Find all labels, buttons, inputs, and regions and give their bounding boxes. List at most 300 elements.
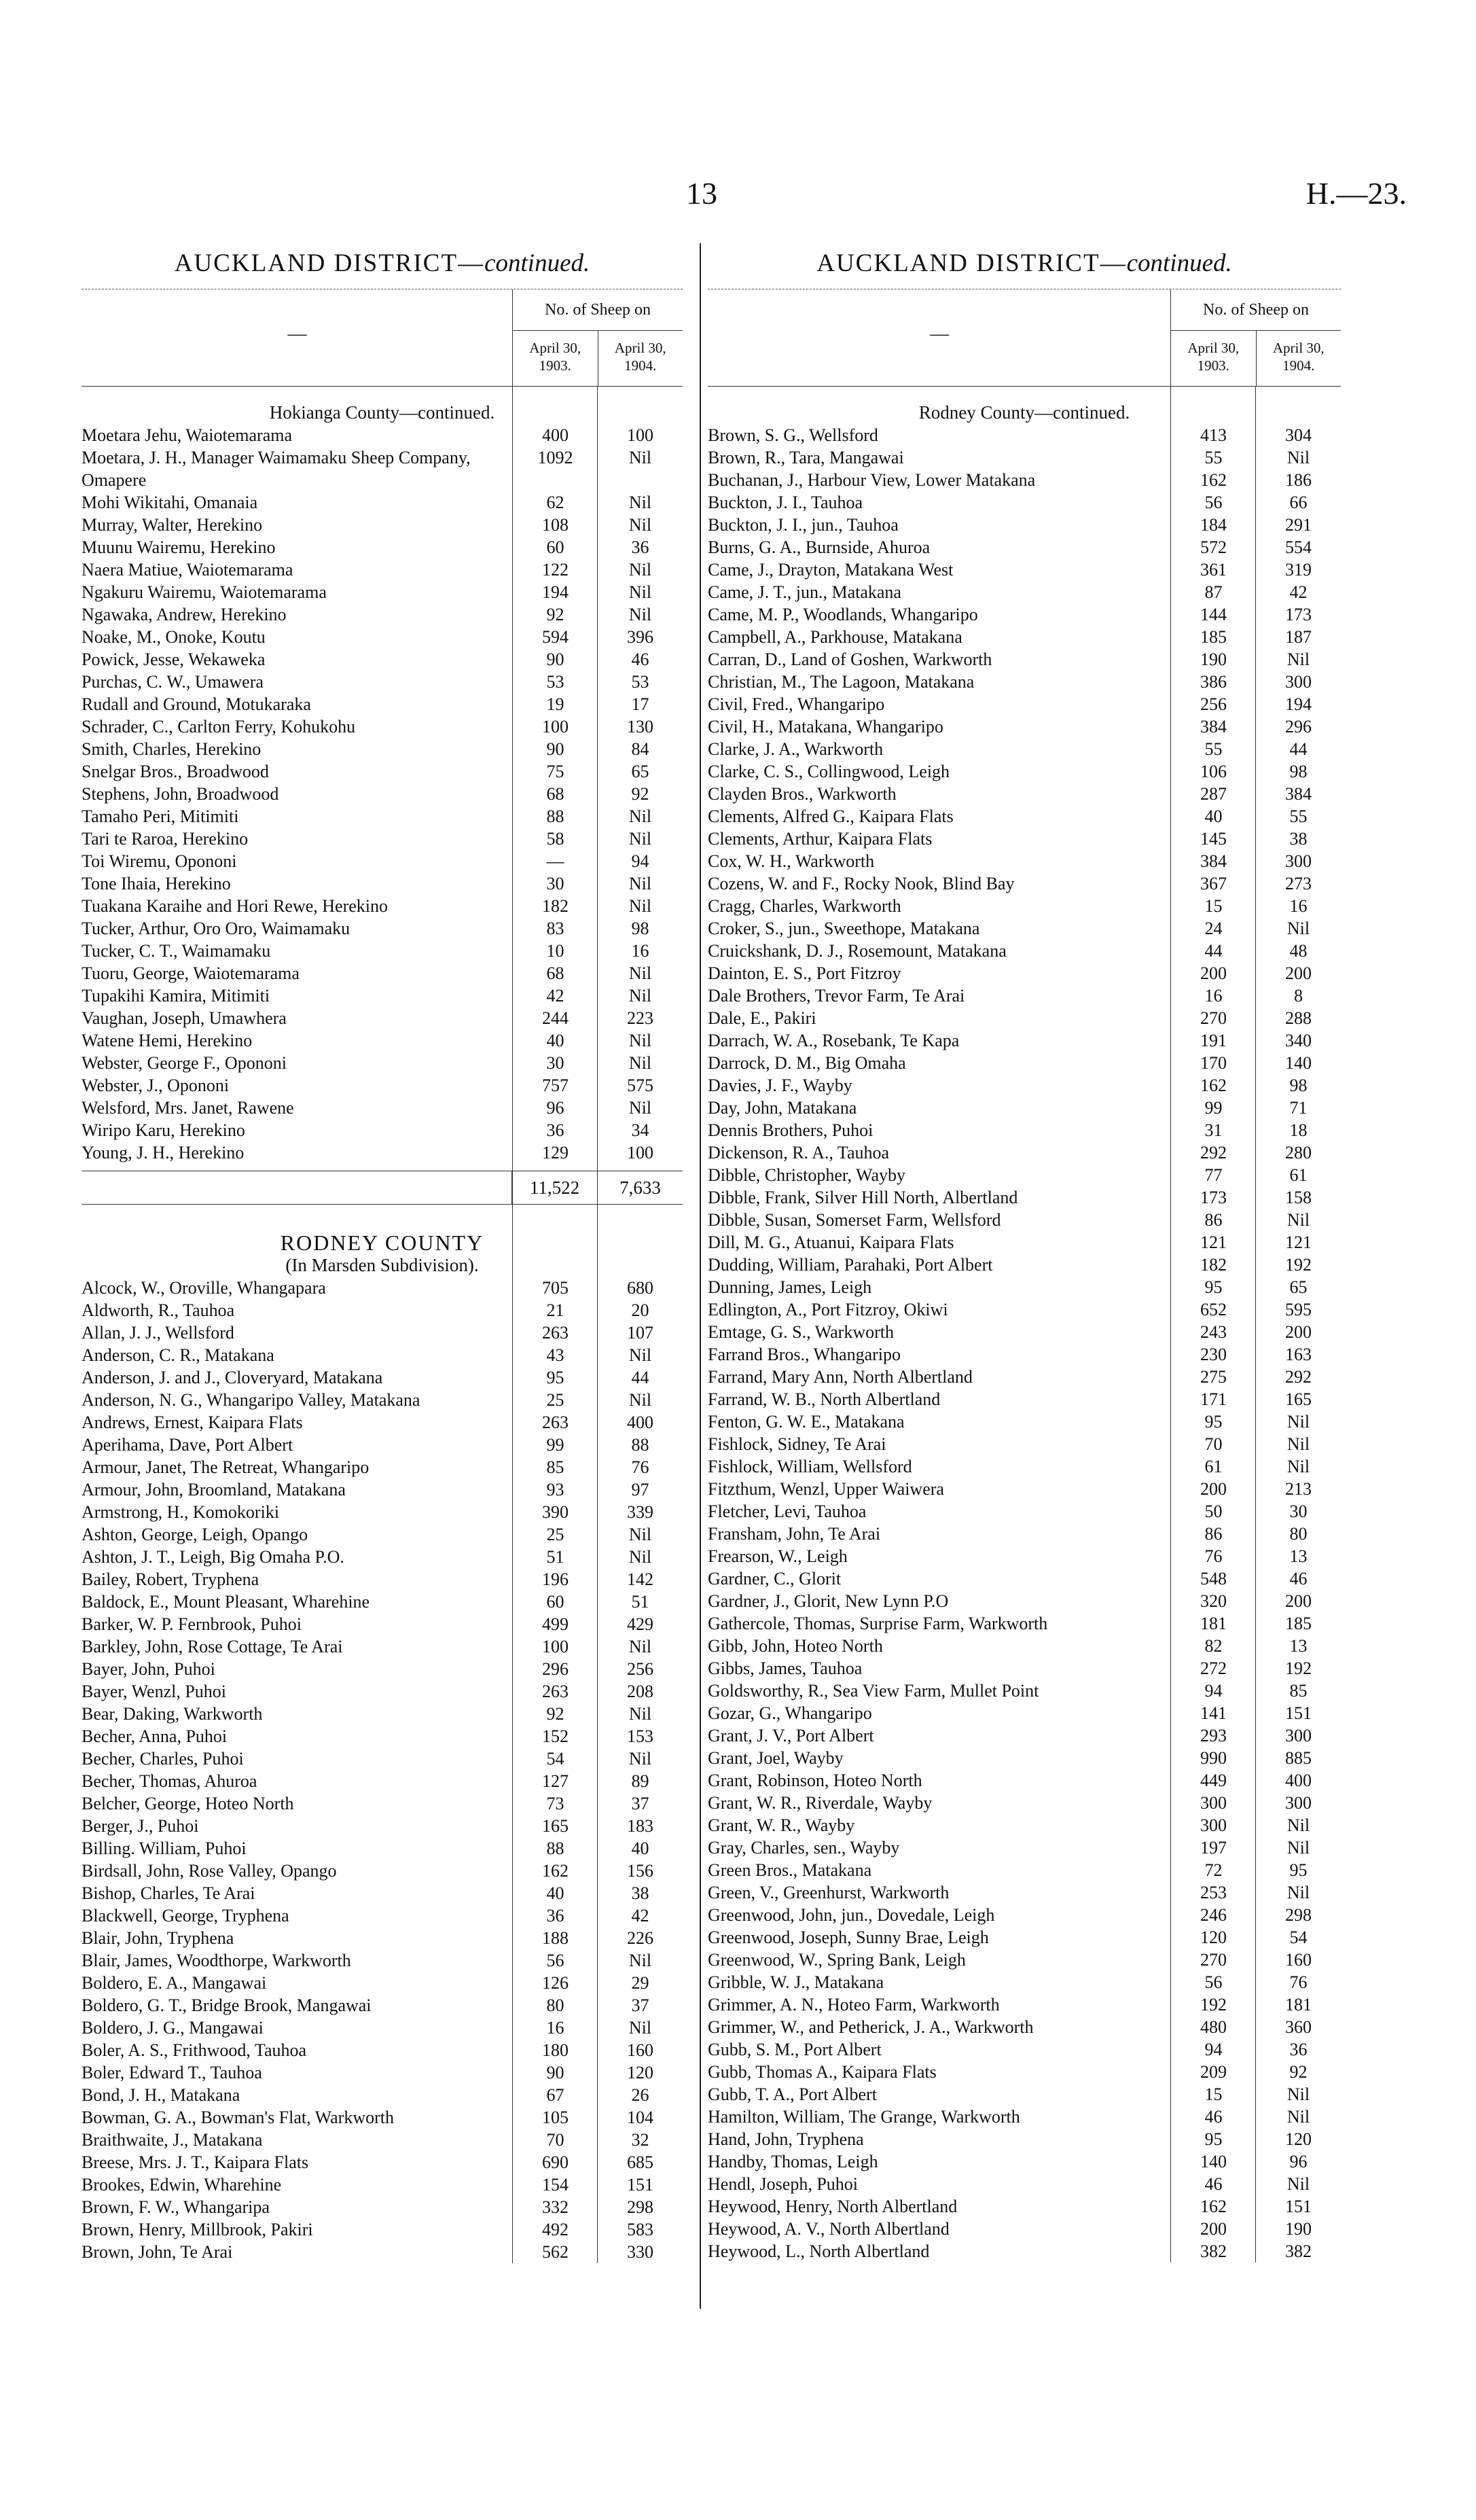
table-row (82, 2039, 683, 2061)
owner-name: Powick, Jesse, Wekaweka (82, 650, 266, 669)
owner-name: Farrand, Mary Ann, North Albertland (708, 1367, 973, 1387)
owner-name: Naera Matiue, Waiotemarama (82, 560, 293, 580)
sheep-1904: 46 (631, 650, 649, 669)
sheep-1903: 499 (542, 1614, 569, 1634)
sheep-1903: 94 (1204, 2040, 1223, 2059)
sheep-1904: 280 (1285, 1143, 1312, 1163)
table-row (82, 491, 683, 514)
section-heading: Rodney County—continued. (918, 402, 1130, 423)
table-row (708, 1298, 1341, 1321)
sheep-1904: 291 (1285, 515, 1312, 535)
sheep-1903: 46 (1204, 2174, 1223, 2194)
sheep-1903: 92 (546, 1704, 564, 1724)
sheep-1903: 46 (1204, 2107, 1223, 2127)
table-row (708, 984, 1341, 1007)
sheep-1904: Nil (1286, 448, 1310, 467)
table-row (82, 1927, 683, 1949)
owner-name: Greenwood, John, jun., Dovedale, Leigh (708, 1905, 995, 1925)
table-row (82, 984, 683, 1007)
sheep-1903: 25 (546, 1525, 564, 1544)
owner-name: Alcock, W., Oroville, Whangapara (82, 1278, 326, 1298)
sheep-1904: 400 (1285, 1771, 1312, 1790)
sheep-1904: 38 (1289, 829, 1308, 849)
sheep-1904: 680 (627, 1278, 653, 1298)
owner-name: Allan, J. J., Wellsford (82, 1323, 234, 1343)
owner-name: Emtage, G. S., Warkworth (708, 1322, 894, 1342)
table-row (708, 1792, 1341, 1814)
sheep-1904: Nil (628, 1951, 652, 1970)
owner-name: Bear, Daking, Warkworth (82, 1704, 263, 1724)
table-row (708, 2128, 1341, 2150)
table-row (82, 1344, 683, 1366)
table-row (708, 1904, 1341, 1926)
sheep-1903: 296 (542, 1659, 569, 1679)
sheep-1903: 19 (546, 694, 564, 714)
sheep-1903: 121 (1200, 1232, 1227, 1252)
owner-name: Gubb, Thomas A., Kaipara Flats (708, 2062, 937, 2082)
table-row (708, 1545, 1341, 1567)
owner-name: Watene Hemi, Herekino (82, 1031, 253, 1050)
owner-name: Buckton, J. I., Tauhoa (708, 493, 863, 512)
owner-name: Blair, James, Woodthorpe, Warkworth (82, 1951, 351, 1970)
sheep-1903: 413 (1200, 425, 1227, 445)
sheep-1903: 757 (542, 1076, 569, 1095)
table-row (82, 648, 683, 671)
owner-name: Dunning, James, Leigh (708, 1277, 872, 1297)
district-heading-right: AUCKLAND DISTRICT—continued. (816, 249, 1232, 277)
sheep-1904: 66 (1289, 493, 1308, 512)
sheep-1904: Nil (628, 963, 652, 983)
sheep-1904: Nil (628, 1637, 652, 1656)
sheep-1904: 42 (631, 1906, 649, 1926)
sheep-1904: 151 (1285, 2197, 1312, 2216)
sheep-1904: Nil (1286, 1815, 1310, 1835)
sheep-1903: 190 (1200, 650, 1227, 669)
sheep-1904: Nil (628, 1749, 652, 1769)
owner-name: Tucker, C. T., Waimamaku (82, 941, 271, 961)
table-row (708, 1612, 1341, 1635)
sheep-1904: 17 (631, 694, 649, 714)
owner-name: Gribble, W. J., Matakana (708, 1972, 884, 1992)
sheep-1904: 65 (1289, 1277, 1308, 1297)
sheep-1903: 86 (1204, 1524, 1223, 1544)
owner-name: Vaughan, Joseph, Umawhera (82, 1008, 287, 1028)
sheep-1903: 256 (1200, 694, 1227, 714)
sheep-1903: 36 (546, 1906, 564, 1926)
table-row (708, 1209, 1341, 1231)
table-row (708, 2150, 1341, 2173)
owner-name: Clements, Alfred G., Kaipara Flats (708, 806, 954, 826)
sheep-1903: 652 (1200, 1300, 1227, 1319)
owner-name: Dibble, Christopher, Wayby (708, 1165, 906, 1185)
table-row (708, 2038, 1341, 2061)
sheep-1904: Nil (628, 1345, 652, 1365)
sheep-1904: 160 (1285, 1950, 1312, 1970)
sheep-1903: 165 (542, 1816, 569, 1836)
sheep-1903: 263 (542, 1413, 569, 1432)
sheep-1904: 183 (627, 1816, 653, 1836)
sheep-1903: 140 (1200, 2152, 1227, 2171)
sheep-1903: 100 (542, 1637, 569, 1656)
table-row (82, 1052, 683, 1074)
sheep-1903: 182 (542, 896, 569, 916)
sheep-1903: 43 (546, 1345, 564, 1365)
table-row (708, 1590, 1341, 1612)
sheep-1904: 300 (1285, 1726, 1312, 1745)
sheep-1904: 16 (631, 941, 649, 961)
sheep-1903: 170 (1200, 1053, 1227, 1073)
table-row (82, 1703, 683, 1725)
sheep-1904: 165 (1285, 1389, 1312, 1409)
owner-name: Murray, Walter, Herekino (82, 515, 263, 535)
sheep-1903: 300 (1200, 1815, 1227, 1835)
table-header-right: — No. of Sheep on April 30, 1903. April 30, 1904. (708, 289, 1341, 387)
owner-name: Gubb, T. A., Port Albert (708, 2084, 877, 2104)
table-row (82, 1725, 683, 1747)
table-row (82, 1389, 683, 1411)
table-row (708, 1702, 1341, 1724)
right-column (708, 245, 1341, 2262)
sheep-1904: Nil (628, 1525, 652, 1544)
sheep-1903: 122 (542, 560, 569, 580)
owner-name: Webster, George F., Opononi (82, 1053, 287, 1073)
sheep-1903: 145 (1200, 829, 1227, 849)
col-1904-header: April 30, 1904. (1256, 331, 1342, 387)
table-row (82, 1277, 683, 1299)
sheep-1903: 56 (1204, 493, 1223, 512)
sheep-1904: Nil (1286, 1434, 1310, 1454)
sheep-1903: 1092 (537, 448, 573, 467)
table-row (82, 1792, 683, 1815)
sheep-1903: 173 (1200, 1188, 1227, 1207)
section-heading: Hokianga County—continued. (269, 402, 495, 423)
sheep-1903: 270 (1200, 1950, 1227, 1970)
sheep-1904: 38 (631, 1883, 649, 1903)
sheep-1903: 51 (546, 1547, 564, 1567)
owner-name: Heywood, A. V., North Albertland (708, 2219, 950, 2239)
owner-name: Andrews, Ernest, Kaipara Flats (82, 1413, 303, 1432)
sheep-1904: 340 (1285, 1031, 1312, 1050)
owner-name: Dibble, Susan, Somerset Farm, Wellsford (708, 1210, 1001, 1230)
table-row (82, 872, 683, 895)
sheep-1904: 685 (627, 2152, 653, 2172)
owner-name: Fishlock, William, Wellsford (708, 1457, 912, 1476)
table-row (82, 1456, 683, 1478)
sheep-1904: 54 (1289, 1928, 1308, 1947)
sheep-1903: 243 (1200, 1322, 1227, 1342)
sheep-1904: 151 (627, 2175, 653, 2195)
owner-name: Braithwaite, J., Matakana (82, 2130, 263, 2150)
table-row (708, 2173, 1341, 2195)
table-row (708, 1836, 1341, 1859)
table-row (708, 1814, 1341, 1836)
sheep-1903: 56 (1204, 1972, 1223, 1992)
table-row (82, 2084, 683, 2106)
table-row (82, 1658, 683, 1680)
sheep-1904: 32 (631, 2130, 649, 2150)
owner-name: Tupakihi Kamira, Mitimiti (82, 986, 270, 1006)
owner-name: Berger, J., Puhoi (82, 1816, 199, 1836)
owner-name: Brown, John, Te Arai (82, 2242, 233, 2262)
table-row (708, 603, 1341, 626)
sheep-1904: 120 (1285, 2129, 1312, 2149)
sheep-1903: 162 (1200, 470, 1227, 490)
sheep-1904: 173 (1285, 605, 1312, 624)
sheep-1904: 163 (1285, 1345, 1312, 1364)
table-row (708, 917, 1341, 940)
owner-name: Handby, Thomas, Leigh (708, 2152, 878, 2171)
sheep-1903: 105 (542, 2108, 569, 2127)
table-row (82, 738, 683, 760)
sheep-1903: 24 (1204, 919, 1223, 938)
sheep-1903: 88 (546, 1839, 564, 1858)
owner-name: Goldsworthy, R., Sea View Farm, Mullet Point (708, 1681, 1039, 1701)
sheep-1903: 191 (1200, 1031, 1227, 1050)
sheep-1904: 53 (631, 672, 649, 692)
sheep-1904: Nil (1286, 1412, 1310, 1432)
sheep-1904: 88 (631, 1435, 649, 1455)
owner-name: Ashton, George, Leigh, Opango (82, 1525, 308, 1544)
owner-name: Dudding, William, Parahaki, Port Albert (708, 1255, 993, 1275)
sheep-1903: 72 (1204, 1860, 1223, 1880)
table-row (82, 1860, 683, 1882)
owner-name: Greenwood, Joseph, Sunny Brae, Leigh (708, 1928, 989, 1947)
sheep-1904: Nil (628, 515, 652, 535)
sheep-1904: Nil (1286, 2107, 1310, 2127)
sheep-1904: Nil (628, 448, 652, 467)
owner-name: Barker, W. P. Fernbrook, Puhoi (82, 1614, 302, 1634)
table-row (82, 1635, 683, 1658)
sheep-1903: 126 (542, 1973, 569, 1993)
owner-name: Young, J. H., Herekino (82, 1143, 245, 1163)
table-row (708, 2240, 1341, 2262)
table-row (708, 1881, 1341, 1904)
owner-name: Heywood, Henry, North Albertland (708, 2197, 958, 2216)
sheep-1904: 339 (627, 1502, 653, 1522)
table-row (708, 424, 1341, 446)
owner-name: Barkley, John, Rose Cottage, Te Arai (82, 1637, 343, 1656)
sheep-1904: 8 (1294, 986, 1303, 1006)
table-row (82, 603, 683, 626)
owner-name: Civil, H., Matakana, Whangaripo (708, 717, 943, 737)
owner-name: Fishlock, Sidney, Te Arai (708, 1434, 886, 1454)
sheep-1903: 390 (542, 1502, 569, 1522)
sheep-1903: 246 (1200, 1905, 1227, 1925)
owner-name: Hamilton, William, The Grange, Warkworth (708, 2107, 1020, 2127)
owner-name: Gibb, John, Hoteo North (708, 1636, 883, 1656)
sheep-1904: 296 (1285, 717, 1312, 737)
sheep-1904: 300 (1285, 672, 1312, 692)
owner-name: Blair, John, Tryphena (82, 1928, 234, 1948)
sheep-1903: 67 (546, 2085, 564, 2105)
owner-name: Muunu Wairemu, Herekino (82, 537, 276, 557)
sheep-1903: 386 (1200, 672, 1227, 692)
sheep-1904: 76 (631, 1457, 649, 1477)
sheep-1903: 90 (546, 2063, 564, 2082)
table-row (708, 1097, 1341, 1119)
sheep-1904: Nil (628, 2018, 652, 2038)
sheep-1903: 196 (542, 1569, 569, 1589)
sheep-1904: Nil (1286, 919, 1310, 938)
sheep-1903: 82 (1204, 1636, 1223, 1656)
table-row (708, 940, 1341, 962)
table-row (82, 1411, 683, 1434)
owner-name: Birdsall, John, Rose Valley, Opango (82, 1861, 337, 1881)
owner-name: Bond, J. H., Matakana (82, 2085, 240, 2105)
table-row (708, 1231, 1341, 1254)
owner-name: Clements, Arthur, Kaipara Flats (708, 829, 933, 849)
sheep-1903: 292 (1200, 1143, 1227, 1163)
table-row (82, 2218, 683, 2241)
sheep-1904: 85 (1289, 1681, 1308, 1701)
table-row (82, 2061, 683, 2084)
owner-name: Grant, W. R., Riverdale, Wayby (708, 1793, 933, 1813)
table-row (82, 1770, 683, 1792)
table-row (82, 783, 683, 805)
table-row (708, 962, 1341, 984)
owner-name: Green Bros., Matakana (708, 1860, 872, 1880)
table-row (82, 581, 683, 603)
table-row (708, 1276, 1341, 1298)
table-row (708, 805, 1341, 828)
owner-name: Aldworth, R., Tauhoa (82, 1300, 235, 1320)
table-row (708, 626, 1341, 648)
sheep-1903: 93 (546, 1480, 564, 1499)
owner-name: Boldero, J. G., Mangawai (82, 2018, 264, 2038)
sheep-1904: Nil (1286, 2174, 1310, 2194)
owner-name: Rudall and Ground, Motukaraka (82, 694, 311, 714)
owner-name: Stephens, John, Broadwood (82, 784, 279, 804)
owner-name: Brown, F. W., Whangaripa (82, 2197, 270, 2217)
table-row (708, 1657, 1341, 1680)
table-row (708, 715, 1341, 738)
sheep-1904: 92 (1289, 2062, 1308, 2082)
sheep-1904: 29 (631, 1973, 649, 1993)
sheep-1903: 192 (1200, 1995, 1227, 2015)
sheep-1903: 86 (1204, 1210, 1223, 1230)
owner-name: Fenton, G. W. E., Matakana (708, 1412, 905, 1432)
table-row (82, 1949, 683, 1972)
sheep-1904: 575 (627, 1076, 653, 1095)
owner-name: Armour, John, Broomland, Matakana (82, 1480, 346, 1499)
sheep-1903: 15 (1204, 896, 1223, 916)
sheep-1904: 304 (1285, 425, 1312, 445)
owner-name: Dale Brothers, Trevor Farm, Te Arai (708, 986, 965, 1006)
sheep-1903: 80 (546, 1995, 564, 2015)
sheep-1904: 13 (1289, 1636, 1308, 1656)
table-row (708, 581, 1341, 603)
owner-name: Boler, Edward T., Tauhoa (82, 2063, 262, 2082)
owner-name: Brown, R., Tara, Mangawai (708, 448, 904, 467)
owner-name: Boldero, E. A., Mangawai (82, 1973, 267, 1993)
page-reference: H.—23. (1306, 176, 1407, 211)
sheep-1904: 16 (1289, 896, 1308, 916)
sheep-1903: 480 (1200, 2017, 1227, 2037)
sheep-1903: 70 (546, 2130, 564, 2150)
sheep-1904: 36 (1289, 2040, 1308, 2059)
sheep-1903: 99 (546, 1435, 564, 1455)
owner-name: Baldock, E., Mount Pleasant, Wharehine (82, 1592, 370, 1612)
sheep-1903: 10 (546, 941, 564, 961)
owner-name: Dainton, E. S., Port Fitzroy (708, 963, 901, 983)
owner-name: Schrader, C., Carlton Ferry, Kohukohu (82, 717, 356, 737)
sheep-1903: 95 (1204, 1277, 1223, 1297)
owner-name: Aperihama, Dave, Port Albert (82, 1435, 293, 1455)
table-row (82, 850, 683, 872)
sheep-1904: 396 (627, 627, 653, 647)
owner-name: Webster, J., Opononi (82, 1076, 230, 1095)
sheep-1904: 44 (1289, 739, 1308, 759)
sheep-1903: 16 (1204, 986, 1223, 1006)
owner-name: Dennis Brothers, Puhoi (708, 1120, 874, 1140)
owner-name: Buckton, J. I., jun., Tauhoa (708, 515, 899, 535)
sheep-1904: 187 (1285, 627, 1312, 647)
owner-name: Gozar, G., Whangaripo (708, 1703, 872, 1723)
table-row (708, 1366, 1341, 1388)
sheep-1903: 562 (542, 2242, 569, 2262)
owner-name: Grimmer, W., and Petherick, J. A., Warkworth (708, 2017, 1034, 2037)
sheep-1903: 56 (546, 1951, 564, 1970)
owner-name: Grant, Robinson, Hoteo North (708, 1771, 922, 1790)
col-1903-header: April 30, 1903. (1187, 340, 1240, 374)
sheep-1903: 25 (546, 1390, 564, 1410)
sheep-1904: Nil (1286, 1838, 1310, 1858)
owner-name: Darrach, W. A., Rosebank, Te Kapa (708, 1031, 960, 1050)
owner-name: Fitzthum, Wenzl, Upper Waiwera (708, 1479, 944, 1499)
sheep-1904: 151 (1285, 1703, 1312, 1723)
sheep-1903: 185 (1200, 627, 1227, 647)
owner-name: Dill, M. G., Atuanui, Kaipara Flats (708, 1232, 954, 1252)
sheep-1904: 142 (627, 1569, 653, 1589)
sheep-1903: 31 (1204, 1120, 1223, 1140)
table-row (82, 2173, 683, 2196)
sheep-1903: 62 (546, 493, 564, 512)
owner-name: Noake, M., Onoke, Koutu (82, 627, 266, 647)
sheep-1904: 200 (1285, 1591, 1312, 1611)
owner-name: Dale, E., Pakiri (708, 1008, 816, 1028)
owner-name: Hendl, Joseph, Puhoi (708, 2174, 858, 2194)
sheep-1903: 144 (1200, 605, 1227, 624)
table-body-right (708, 387, 1341, 2262)
sheep-1903: 40 (1204, 806, 1223, 826)
sheep-1903: 162 (1200, 2197, 1227, 2216)
owner-name: Fletcher, Levi, Tauhoa (708, 1502, 867, 1521)
owner-name: Came, J., Drayton, Matakana West (708, 560, 954, 580)
owner-name: Tuoru, George, Waiotemarama (82, 963, 300, 983)
sheep-1903: 141 (1200, 1703, 1227, 1723)
sheep-1904: 30 (1289, 1502, 1308, 1521)
sheep-1904: 46 (1289, 1569, 1308, 1589)
table-row (708, 1971, 1341, 1993)
sheep-1903: 188 (542, 1928, 569, 1948)
sheep-1904: 97 (631, 1480, 649, 1499)
sheep-1903: 253 (1200, 1883, 1227, 1902)
table-row (82, 1097, 683, 1119)
sheep-1903: 50 (1204, 1502, 1223, 1521)
column-divider (700, 243, 701, 2309)
owner-name: Came, M. P., Woodlands, Whangaripo (708, 605, 978, 624)
table-row (82, 446, 683, 491)
table-row (708, 1007, 1341, 1029)
sheep-1903: 87 (1204, 582, 1223, 602)
sheep-1904: 55 (1289, 806, 1308, 826)
table-row (82, 1747, 683, 1770)
table-row (708, 828, 1341, 850)
sheep-1903: 594 (542, 627, 569, 647)
table-row (82, 2106, 683, 2129)
sheep-1904: 37 (631, 1794, 649, 1813)
sheep-count-header: No. of Sheep on (513, 289, 683, 331)
